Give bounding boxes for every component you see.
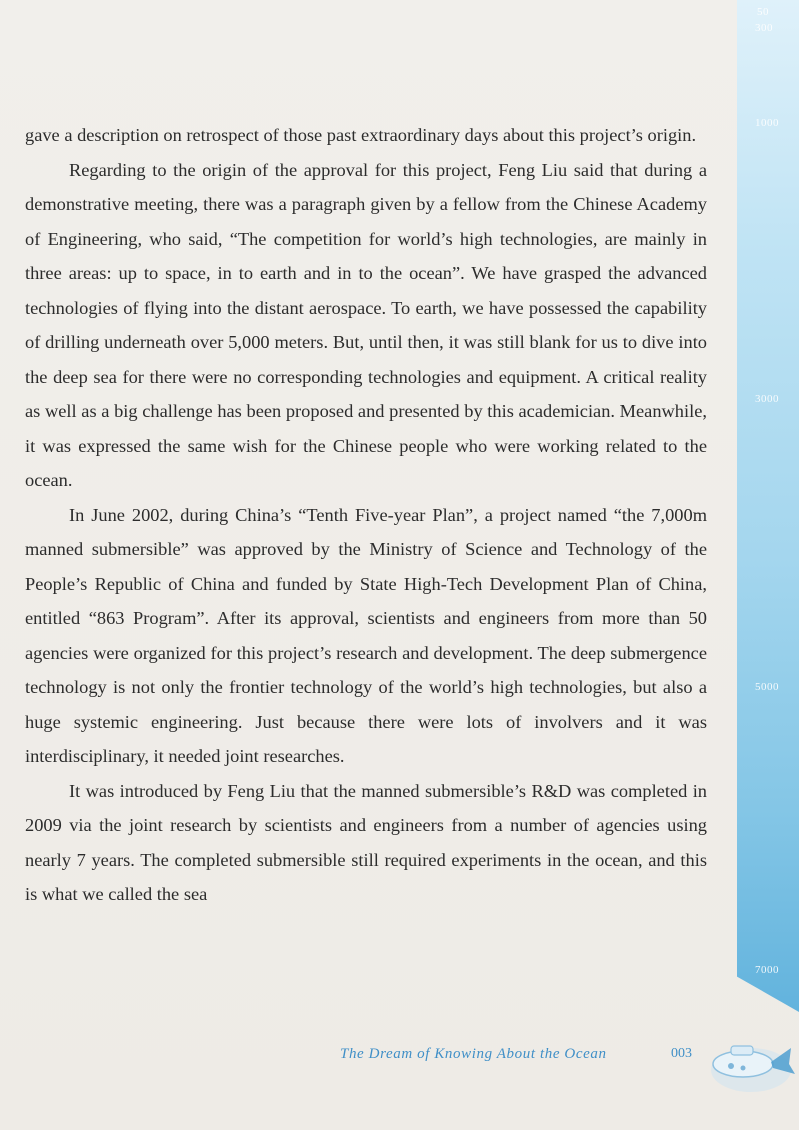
paragraph-origin-of-approval: Regarding to the origin of the approval for this project, Feng Liu said that during a demonstrative meeting, there was a paragraph given by a fellow from the Chinese Academy of Engineering, who said, “The competition for world’s high technologies, are mainly in three areas: up to space, in to earth and in to the ocean”. We have grasped the advanced technologies of flying into the distant aerospace. To earth, we have possessed the capability of drilling underneath over 5,000 meters. But, until then, it was still blank for us to dive into the deep sea for there were no corresponding technologies and equipment. A critical reality as well as a big challenge has been proposed and presented by this academician. Meanwhile, it was expressed the same wish for the Chinese people who were working related to the ocean. xyxy=(25,159,707,490)
depth-label-50: 50 xyxy=(757,6,769,18)
depth-label-5000: 5000 xyxy=(755,681,779,693)
paragraph-rd-completion: It was introduced by Feng Liu that the manned submersible’s R&D was completed in 2009 via the joint research by scientists and engineers from a number of agencies using nearly 7 years. The completed submersible still required experiments in the ocean, and this is what we called the sea xyxy=(25,780,707,904)
depth-label-1000: 1000 xyxy=(755,117,779,129)
depth-label-7000: 7000 xyxy=(755,964,779,976)
viewport-window-2 xyxy=(741,1066,746,1071)
paragraph-project-approval: In June 2002, during China’s “Tenth Five-year Plan”, a project named “the 7,000m manned submersible” was approved by the Ministry of Science and Technology of the People’s Republic of China and funded by State High-Tech Development Plan of China, entitled “863 Program”. After its approval, scientists and engineers from more than 50 agencies were organized for this project’s research and development. The deep submergence technology is not only the frontier technology of the world’s high technologies, but also a huge systemic engineering. Just because there were lots of involvers and it was interdisciplinary, it needed joint researches. xyxy=(25,504,707,766)
submersible-sail xyxy=(731,1046,753,1055)
depth-label-300: 300 xyxy=(755,22,773,34)
page-number: 003 xyxy=(671,1046,692,1061)
submersible-illustration xyxy=(703,1028,799,1098)
depth-scale-bar xyxy=(737,0,799,1012)
body-text xyxy=(25,118,707,912)
depth-label-3000: 3000 xyxy=(755,393,779,405)
running-footer-title: The Dream of Knowing About the Ocean xyxy=(340,1046,607,1062)
paragraph-continuation: gave a description on retrospect of those past extraordinary days about this project’s origin. xyxy=(25,125,697,145)
viewport-window xyxy=(728,1063,734,1069)
